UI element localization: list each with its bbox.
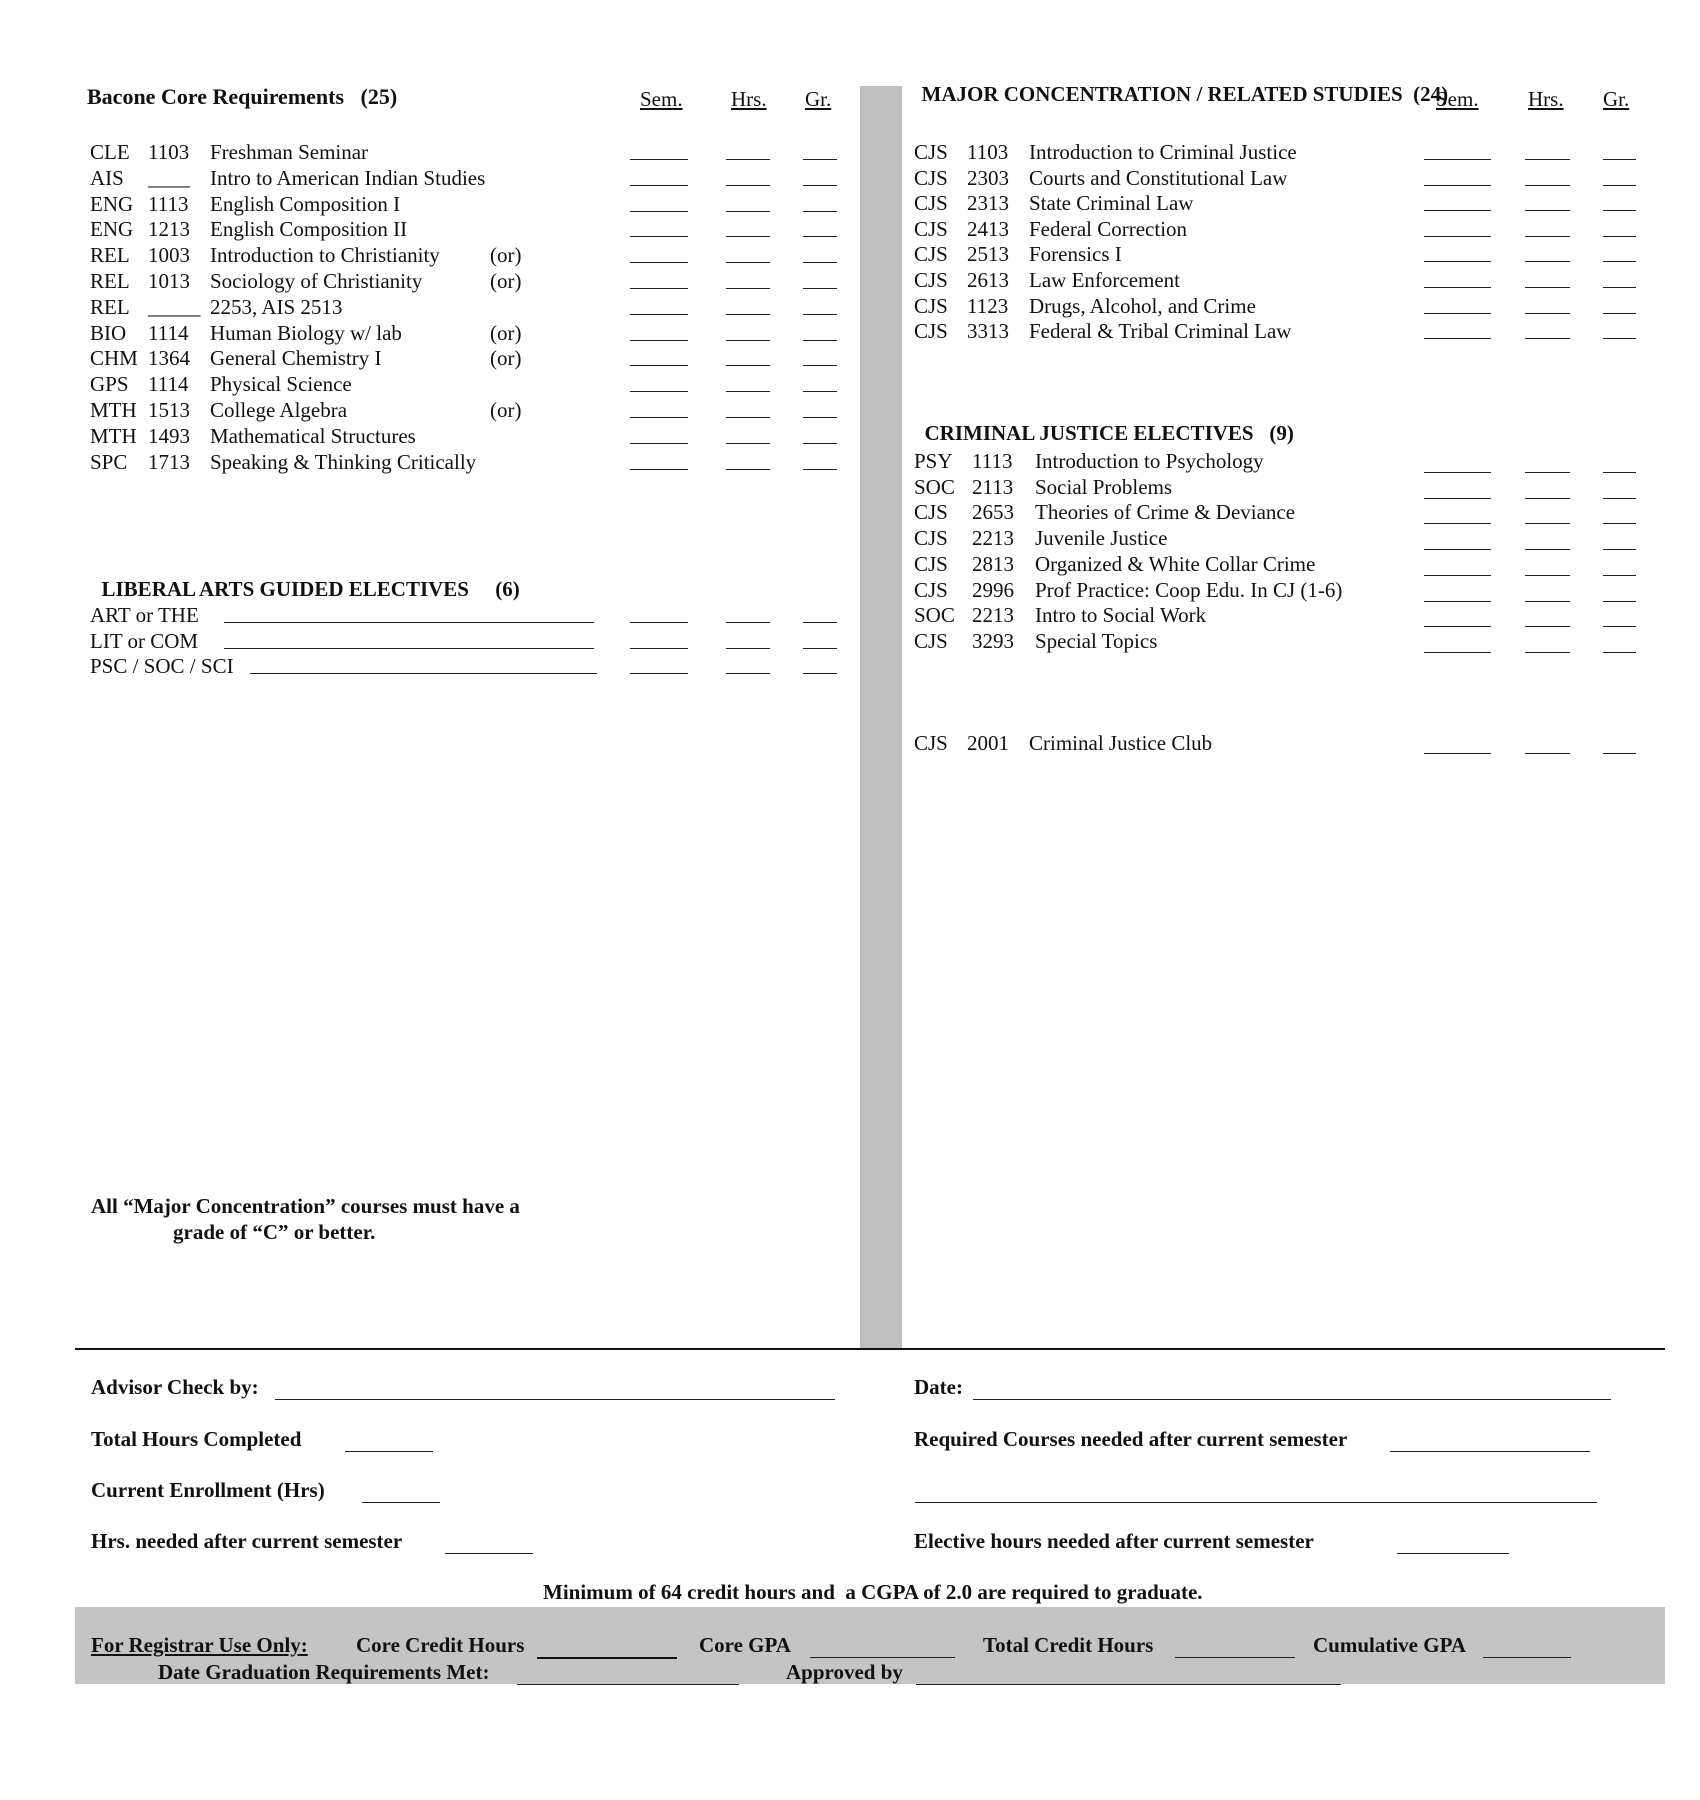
course-title: English Composition I [210,192,401,216]
major-col-hrs: Hrs. [1528,87,1564,111]
core-course-gr-field[interactable] [803,417,837,418]
core-course-hrs-field[interactable] [726,314,770,315]
cj-elective-gr-field[interactable] [1603,472,1636,473]
course-dept: SOC [914,475,955,499]
course-dept: ENG [90,217,134,241]
course-dept: CJS [914,166,948,190]
course-title: Mathematical Structures [210,424,416,448]
liberal-elective-course-field[interactable] [224,648,594,649]
course-number: 2653 [972,500,1014,524]
course-number: 2213 [972,603,1014,627]
date-label: Date: [914,1375,963,1399]
cj-elective-sem-field[interactable] [1424,472,1491,473]
core-course-sem-field[interactable] [630,391,688,392]
current-enrollment-label: Current Enrollment (Hrs) [91,1478,325,1502]
major-course-hrs-field[interactable] [1525,287,1570,288]
elective-hours-label: Elective hours needed after current semester [914,1529,1314,1553]
core-course-gr-field[interactable] [803,236,837,237]
core-course-gr-field[interactable] [803,469,837,470]
core-course-hrs-field[interactable] [726,159,770,160]
course-title: Introduction to Christianity [210,243,440,267]
course-title: Physical Science [210,372,352,396]
major-heading-label: MAJOR CONCENTRATION / RELATED STUDIES [921,82,1403,106]
core-course-sem-field[interactable] [630,314,688,315]
course-title: Courts and Constitutional Law [1029,166,1288,190]
required-courses-label: Required Courses needed after current semester [914,1427,1348,1451]
elective-hours-field[interactable] [1397,1553,1509,1554]
course-number: 1123 [967,294,1009,318]
cj-electives-heading-count: (9) [1269,421,1294,445]
major-course-sem-field[interactable] [1424,287,1491,288]
major-course-sem-field[interactable] [1424,313,1491,314]
course-title: Introduction to Psychology [1035,449,1264,473]
core-credit-field[interactable] [537,1657,677,1659]
course-number: 1114 [148,372,189,396]
cj-elective-gr-field[interactable] [1603,601,1636,602]
course-title: Freshman Seminar [210,140,369,164]
course-number: 2001 [967,731,1009,755]
core-gpa-label: Core GPA [699,1633,791,1657]
course-title: Theories of Crime & Deviance [1035,500,1296,524]
course-title: Prof Practice: Coop Edu. In CJ (1-6) [1035,578,1343,602]
course-dept: CJS [914,294,948,318]
course-number: 1493 [148,424,190,448]
liberal-elective-label: LIT or COM [90,629,199,653]
core-course-hrs-field[interactable] [726,443,770,444]
course-dept: REL [90,243,130,267]
core-course-sem-field[interactable] [630,159,688,160]
core-course-gr-field[interactable] [803,288,837,289]
course-dept: BIO [90,321,127,345]
core-course-hrs-field[interactable] [726,211,770,212]
major-course-hrs-field[interactable] [1525,236,1570,237]
course-number: 1103 [967,140,1009,164]
course-dept: CJS [914,500,948,524]
course-dept: CJS [914,731,948,755]
core-course-gr-field[interactable] [803,211,837,212]
course-number: _____ [148,295,201,319]
cj-elective-sem-field[interactable] [1424,498,1491,499]
course-number: 1013 [148,269,190,293]
major-course-hrs-field[interactable] [1525,313,1570,314]
course-title: Juvenile Justice [1035,526,1168,550]
course-title: Human Biology w/ lab [210,321,402,345]
required-courses-field[interactable] [1390,1451,1590,1452]
course-number: 1003 [148,243,190,267]
course-title: English Composition II [210,217,408,241]
registrar-label: For Registrar Use Only: [91,1633,308,1657]
course-dept: PSY [914,449,953,473]
course-title: Intro to Social Work [1035,603,1207,627]
course-number: 1513 [148,398,190,422]
course-dept: GPS [90,372,129,396]
liberal-elective-gr-field[interactable] [803,673,837,674]
major-col-gr: Gr. [1603,87,1630,111]
liberal-elective-sem-field[interactable] [630,648,688,649]
course-number: 1713 [148,450,190,474]
major-course-gr-field[interactable] [1603,313,1636,314]
cj-elective-hrs-field[interactable] [1525,626,1570,627]
cj-elective-gr-field[interactable] [1603,523,1636,524]
course-dept: CJS [914,140,948,164]
club-hrs-field[interactable] [1525,753,1570,754]
course-dept: CJS [914,217,948,241]
course-number: 1113 [972,449,1013,473]
required-courses-field-2[interactable] [915,1502,1597,1503]
course-number: 1364 [148,346,190,370]
approved-by-field[interactable] [916,1684,1341,1685]
liberal-elective-sem-field[interactable] [630,673,688,674]
cj-electives-heading [914,396,1294,446]
core-course-gr-field[interactable] [803,314,837,315]
course-number: 2313 [967,191,1009,215]
major-course-hrs-field[interactable] [1525,210,1570,211]
course-number: 2413 [967,217,1009,241]
major-course-hrs-field[interactable] [1525,261,1570,262]
liberal-heading-label: LIBERAL ARTS GUIDED ELECTIVES [101,577,469,601]
major-course-gr-field[interactable] [1603,236,1636,237]
course-dept: CJS [914,268,948,292]
core-course-sem-field[interactable] [630,443,688,444]
core-course-hrs-field[interactable] [726,340,770,341]
major-course-sem-field[interactable] [1424,159,1491,160]
total-credit-label: Total Credit Hours [983,1633,1154,1657]
course-title: Federal Correction [1029,217,1188,241]
major-course-sem-field[interactable] [1424,338,1491,339]
core-course-gr-field[interactable] [803,391,837,392]
core-col-gr: Gr. [805,87,832,111]
major-heading [911,57,1448,107]
course-number: 2513 [967,242,1009,266]
total-hours-field[interactable] [345,1451,433,1452]
cumulative-gpa-label: Cumulative GPA [1313,1633,1467,1657]
course-title: Organized & White Collar Crime [1035,552,1316,576]
course-dept: CHM [90,346,138,370]
course-dept: REL [90,269,130,293]
cj-elective-gr-field[interactable] [1603,652,1636,653]
cj-elective-sem-field[interactable] [1424,601,1491,602]
core-course-sem-field[interactable] [630,340,688,341]
core-course-hrs-field[interactable] [726,262,770,263]
liberal-heading [91,552,520,602]
course-title: Speaking & Thinking Critically [210,450,477,474]
course-or-note: (or) [490,243,522,267]
cj-elective-gr-field[interactable] [1603,575,1636,576]
core-course-hrs-field[interactable] [726,469,770,470]
core-course-sem-field[interactable] [630,262,688,263]
major-course-hrs-field[interactable] [1525,185,1570,186]
course-number: 2303 [967,166,1009,190]
minimum-requirement: Minimum of 64 credit hours and a CGPA of 2.0 are required to graduate. [543,1580,1203,1604]
club-sem-field[interactable] [1424,753,1491,754]
cj-elective-hrs-field[interactable] [1525,575,1570,576]
course-title: 2253, AIS 2513 [210,295,343,319]
date-met-label: Date Graduation Requirements Met: [158,1660,490,1684]
major-course-sem-field[interactable] [1424,210,1491,211]
course-number: 2113 [972,475,1014,499]
major-heading-count: (24) [1413,82,1449,106]
column-divider [860,86,902,1348]
cj-elective-hrs-field[interactable] [1525,549,1570,550]
liberal-elective-hrs-field[interactable] [726,622,770,623]
core-course-sem-field[interactable] [630,211,688,212]
cj-electives-heading-label: CRIMINAL JUSTICE ELECTIVES [924,421,1254,445]
core-course-gr-field[interactable] [803,159,837,160]
core-course-gr-field[interactable] [803,365,837,366]
course-title: Intro to American Indian Studies [210,166,486,190]
core-course-sem-field[interactable] [630,417,688,418]
liberal-elective-hrs-field[interactable] [726,673,770,674]
total-hours-label: Total Hours Completed [91,1427,302,1451]
course-title: Law Enforcement [1029,268,1181,292]
course-dept: SPC [90,450,128,474]
course-title: Sociology of Christianity [210,269,423,293]
course-title: Forensics I [1029,242,1122,266]
liberal-elective-label: PSC / SOC / SCI [90,654,234,678]
core-course-sem-field[interactable] [630,469,688,470]
cj-elective-sem-field[interactable] [1424,523,1491,524]
core-course-hrs-field[interactable] [726,365,770,366]
core-course-sem-field[interactable] [630,185,688,186]
total-credit-field[interactable] [1175,1657,1295,1658]
note-line-1: All “Major Concentration” courses must have a [91,1194,520,1218]
major-course-gr-field[interactable] [1603,338,1636,339]
cj-elective-gr-field[interactable] [1603,626,1636,627]
core-gpa-field[interactable] [810,1657,955,1658]
core-course-gr-field[interactable] [803,443,837,444]
course-dept: CJS [914,629,948,653]
course-title: Introduction to Criminal Justice [1029,140,1297,164]
core-col-hrs: Hrs. [731,87,767,111]
course-or-note: (or) [490,398,522,422]
core-course-sem-field[interactable] [630,236,688,237]
course-title: Federal & Tribal Criminal Law [1029,319,1292,343]
core-course-hrs-field[interactable] [726,417,770,418]
course-number: 1113 [148,192,189,216]
course-dept: CLE [90,140,130,164]
major-course-gr-field[interactable] [1603,261,1636,262]
cj-elective-sem-field[interactable] [1424,626,1491,627]
core-course-hrs-field[interactable] [726,236,770,237]
course-dept: AIS [90,166,124,190]
liberal-elective-course-field[interactable] [224,622,594,623]
advisor-check-label: Advisor Check by: [91,1375,259,1399]
major-course-hrs-field[interactable] [1525,338,1570,339]
liberal-elective-course-field[interactable] [250,673,597,674]
cj-elective-sem-field[interactable] [1424,652,1491,653]
cj-elective-hrs-field[interactable] [1525,498,1570,499]
course-number: 2813 [972,552,1014,576]
cj-elective-gr-field[interactable] [1603,498,1636,499]
current-enrollment-field[interactable] [362,1502,440,1503]
core-col-sem: Sem. [640,87,683,111]
course-dept: CJS [914,242,948,266]
course-number: ____ [148,166,190,190]
course-number: 2996 [972,578,1014,602]
liberal-elective-sem-field[interactable] [630,622,688,623]
core-course-sem-field[interactable] [630,365,688,366]
core-course-sem-field[interactable] [630,288,688,289]
cumulative-gpa-field[interactable] [1483,1657,1571,1658]
course-number: 2613 [967,268,1009,292]
core-course-hrs-field[interactable] [726,185,770,186]
core-credit-label: Core Credit Hours [356,1633,525,1657]
approved-by-label: Approved by [786,1660,903,1684]
core-course-hrs-field[interactable] [726,288,770,289]
course-title: Drugs, Alcohol, and Crime [1029,294,1256,318]
core-course-gr-field[interactable] [803,185,837,186]
course-dept: CJS [914,526,948,550]
course-or-note: (or) [490,346,522,370]
course-dept: MTH [90,424,137,448]
cj-elective-hrs-field[interactable] [1525,523,1570,524]
course-dept: CJS [914,191,948,215]
cj-elective-gr-field[interactable] [1603,549,1636,550]
core-course-hrs-field[interactable] [726,391,770,392]
major-course-sem-field[interactable] [1424,261,1491,262]
core-heading [76,58,397,110]
course-or-note: (or) [490,321,522,345]
note-line-2: grade of “C” or better. [173,1220,376,1244]
course-title: General Chemistry I [210,346,382,370]
course-title: Social Problems [1035,475,1173,499]
liberal-elective-label: ART or THE [90,603,199,627]
course-number: 3293 [972,629,1014,653]
liberal-elective-gr-field[interactable] [803,622,837,623]
core-course-gr-field[interactable] [803,340,837,341]
course-title: Special Topics [1035,629,1158,653]
major-course-gr-field[interactable] [1603,210,1636,211]
course-dept: CJS [914,319,948,343]
course-dept: REL [90,295,130,319]
liberal-elective-gr-field[interactable] [803,648,837,649]
major-course-gr-field[interactable] [1603,287,1636,288]
core-heading-count: (25) [360,84,398,109]
hrs-needed-label: Hrs. needed after current semester [91,1529,403,1553]
course-number: 1103 [148,140,190,164]
course-number: 3313 [967,319,1009,343]
advisor-check-field[interactable] [275,1399,835,1400]
major-course-gr-field[interactable] [1603,159,1636,160]
date-met-field[interactable] [517,1684,739,1685]
club-gr-field[interactable] [1603,753,1636,754]
major-course-gr-field[interactable] [1603,185,1636,186]
course-dept: MTH [90,398,137,422]
major-course-hrs-field[interactable] [1525,159,1570,160]
liberal-elective-hrs-field[interactable] [726,648,770,649]
major-course-sem-field[interactable] [1424,236,1491,237]
hrs-needed-field[interactable] [445,1553,533,1554]
cj-elective-sem-field[interactable] [1424,575,1491,576]
course-dept: CJS [914,578,948,602]
cj-elective-hrs-field[interactable] [1525,472,1570,473]
course-number: 1213 [148,217,190,241]
cj-elective-hrs-field[interactable] [1525,652,1570,653]
cj-elective-hrs-field[interactable] [1525,601,1570,602]
course-dept: CJS [914,552,948,576]
core-heading-label: Bacone Core Requirements [87,84,345,109]
course-or-note: (or) [490,269,522,293]
liberal-heading-count: (6) [495,577,520,601]
date-field[interactable] [973,1399,1611,1400]
course-title: College Algebra [210,398,348,422]
course-number: 2213 [972,526,1014,550]
course-number: 1114 [148,321,189,345]
course-title: State Criminal Law [1029,191,1194,215]
section-rule [75,1348,1665,1350]
course-dept: ENG [90,192,134,216]
course-dept: SOC [914,603,955,627]
core-course-gr-field[interactable] [803,262,837,263]
major-course-sem-field[interactable] [1424,185,1491,186]
major-col-sem: Sem. [1436,87,1479,111]
course-title: Criminal Justice Club [1029,731,1213,755]
cj-elective-sem-field[interactable] [1424,549,1491,550]
